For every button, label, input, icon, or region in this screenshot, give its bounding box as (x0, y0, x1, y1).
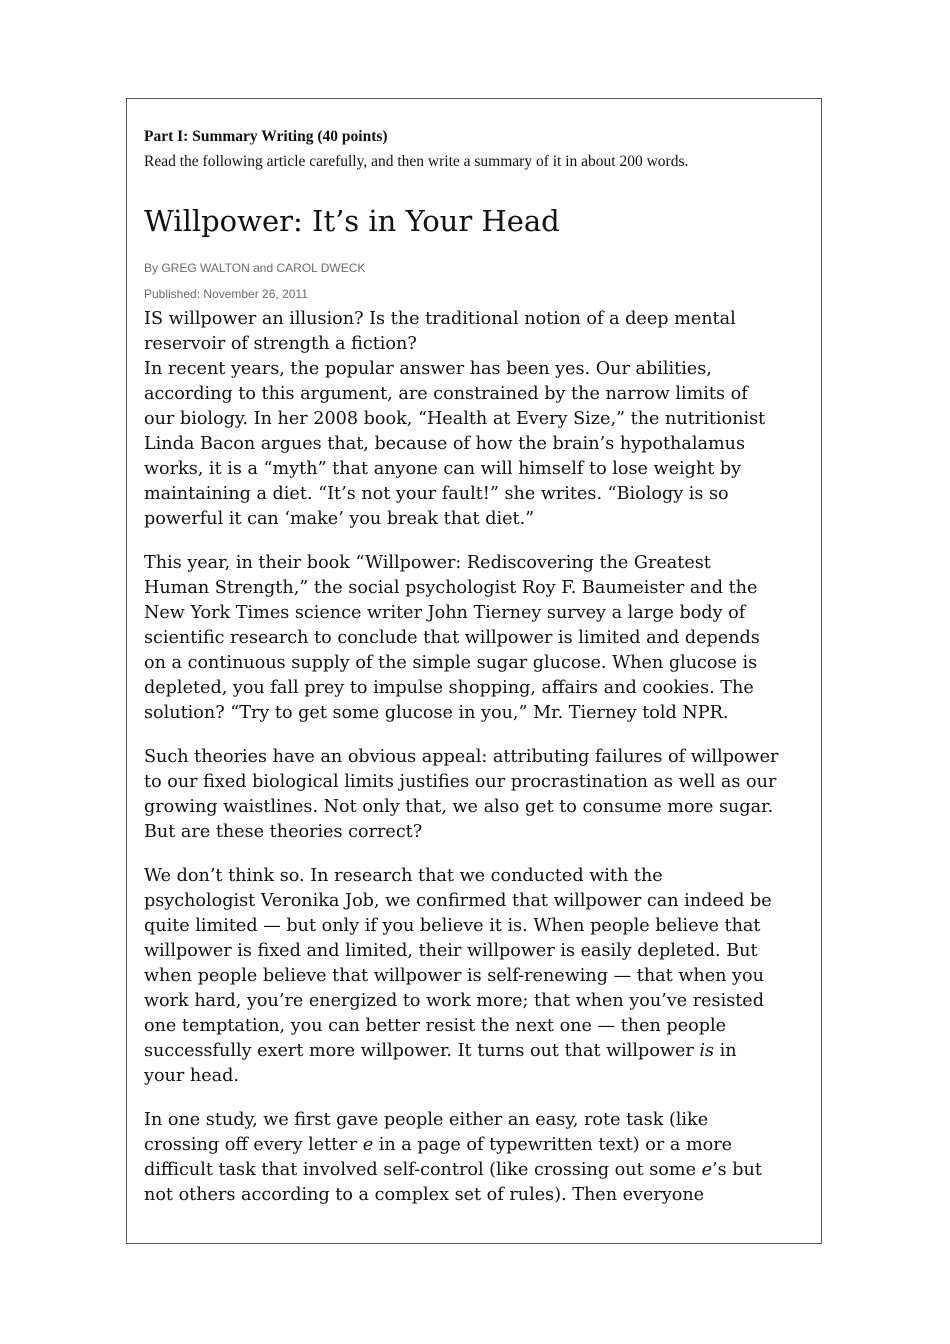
text-line: Human Strength,” the social psychologist Roy F. Baumeister and the (144, 578, 758, 598)
paragraph-3 (144, 551, 810, 726)
text-line: New York Times science writer John Tierney survey a large body of (144, 603, 746, 623)
text-line: In one study, we first gave people either an easy, rote task (like (144, 1110, 709, 1130)
text-line: growing waistlines. Not only that, we also get to consume more sugar. (144, 797, 774, 817)
text-line: according to this argument, are constrained by the narrow limits of (144, 384, 748, 404)
text-line: Such theories have an obvious appeal: attributing failures of willpower (144, 747, 779, 767)
text-line (144, 1133, 810, 1158)
article-body (144, 307, 810, 1227)
text-line: willpower is fixed and limited, their willpower is easily depleted. But (144, 941, 758, 961)
article-byline: By GREG WALTON and CAROL DWECK (144, 261, 366, 275)
text-line: This year, in their book “Willpower: Rediscovering the Greatest (144, 553, 711, 573)
text-line: IS willpower an illusion? Is the traditional notion of a deep mental (144, 309, 736, 329)
text-line: In recent years, the popular answer has been yes. Our abilities, (144, 359, 712, 379)
paragraph-4 (144, 745, 810, 845)
text-line: not others according to a complex set of rules). Then everyone (144, 1185, 705, 1205)
article-published-date: Published: November 26, 2011 (144, 287, 308, 301)
text-line: quite limited — but only if you believe it is. When people believe that (144, 916, 761, 936)
text-line (144, 1158, 810, 1183)
emphasis-text: e (362, 1135, 374, 1155)
emphasis-text: e (701, 1160, 713, 1180)
text-run: in a page of typewritten text) or a more (373, 1135, 733, 1155)
text-line: powerful it can ‘make’ you break that diet.” (144, 509, 535, 529)
text-run: in (714, 1041, 737, 1061)
text-line: reservoir of strength a fiction? (144, 334, 417, 354)
paragraph-6 (144, 1108, 810, 1208)
text-line: to our fixed biological limits justifies our procrastination as well as our (144, 772, 777, 792)
text-line: works, it is a “myth” that anyone can will himself to lose weight by (144, 459, 742, 479)
instructions: Read the following article carefully, and then write a summary of it in about 200 words. (144, 153, 689, 170)
text-line: depleted, you fall prey to impulse shopping, affairs and cookies. The (144, 678, 754, 698)
text-line: our biology. In her 2008 book, “Health at Every Size,” the nutritionist (144, 409, 766, 429)
text-run: difficult task that involved self-control (like crossing out some (144, 1160, 702, 1180)
document-page (126, 98, 822, 1244)
text-line: on a continuous supply of the simple sugar glucose. When glucose is (144, 653, 758, 673)
text-run: successfully exert more willpower. It turns out that willpower (144, 1041, 700, 1061)
text-line: your head. (144, 1066, 239, 1086)
text-line: But are these theories correct? (144, 822, 423, 842)
paragraph-1 (144, 307, 810, 357)
text-run: ’s but (712, 1160, 762, 1180)
text-line: one temptation, you can better resist the next one — then people (144, 1016, 726, 1036)
text-line: We don’t think so. In research that we conducted with the (144, 866, 663, 886)
text-line (144, 1039, 810, 1064)
paragraph-2 (144, 357, 810, 532)
text-run: crossing off every letter (144, 1135, 363, 1155)
text-line: work hard, you’re energized to work more; that when you’ve resisted (144, 991, 764, 1011)
paragraph-5 (144, 864, 810, 1089)
text-line: solution? “Try to get some glucose in you,” Mr. Tierney told NPR. (144, 703, 729, 723)
text-line: scientific research to conclude that willpower is limited and depends (144, 628, 760, 648)
article-title: Willpower: It’s in Your Head (144, 204, 560, 238)
text-line: when people believe that willpower is self-renewing — that when you (144, 966, 764, 986)
text-line: Linda Bacon argues that, because of how the brain’s hypothalamus (144, 434, 746, 454)
part-title: Part I: Summary Writing (40 points) (144, 128, 388, 145)
text-line: maintaining a diet. “It’s not your fault!” she writes. “Biology is so (144, 484, 729, 504)
emphasis-text: is (699, 1041, 715, 1061)
text-line: psychologist Veronika Job, we confirmed that willpower can indeed be (144, 891, 772, 911)
